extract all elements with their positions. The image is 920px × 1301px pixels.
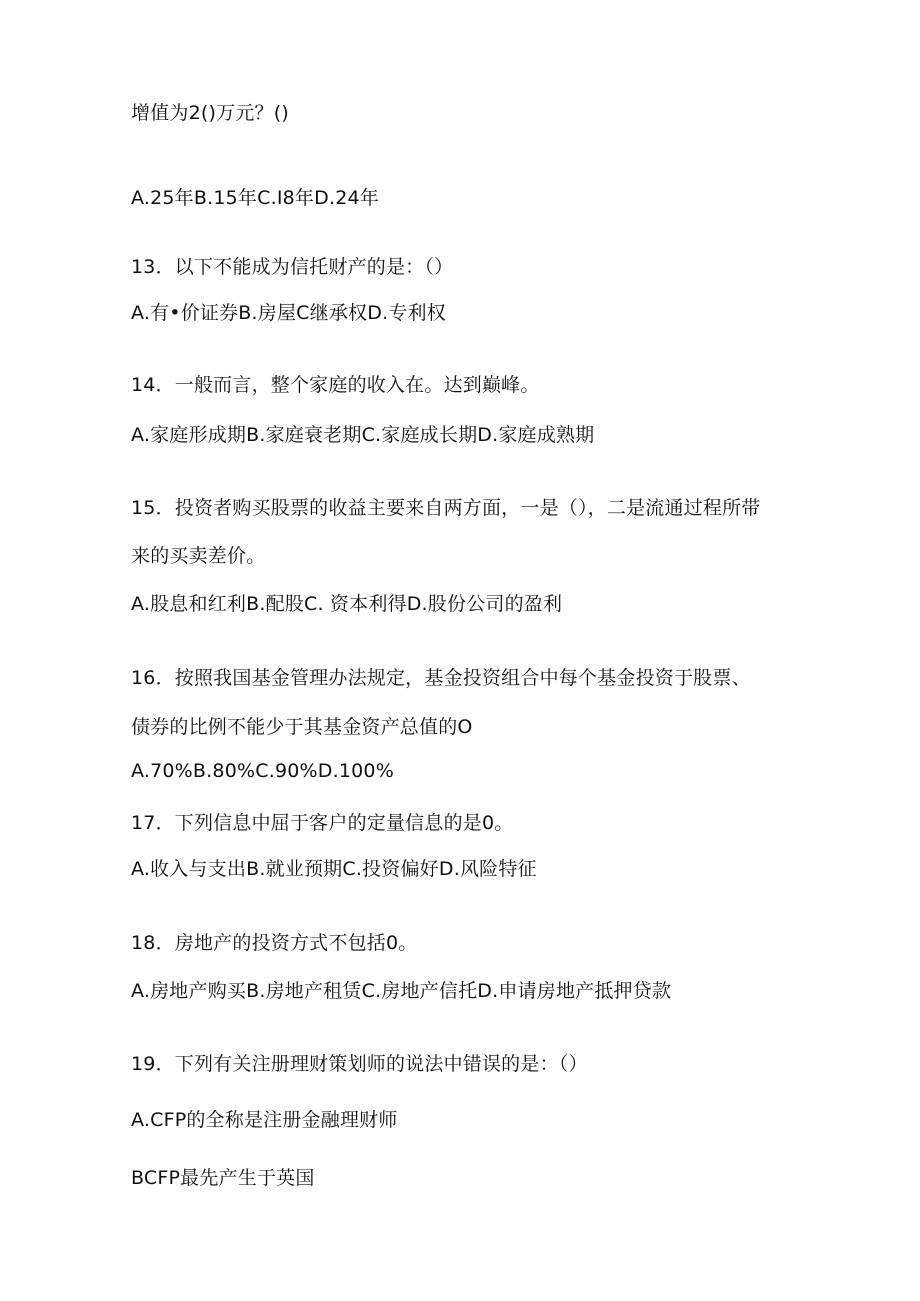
question-19-stem: 19．下列有关注册理财策划师的说法中错误的是：（）	[131, 1053, 588, 1075]
question-17-stem: 17．下列信息中屈于客户的定量信息的是0。	[131, 812, 514, 834]
question-13-stem: 13．以下不能成为信托财产的是：（）	[131, 256, 454, 278]
question-16-options: A.70%B.80%C.90%D.100%	[131, 760, 394, 782]
question-19-option-b: BCFP最先产生于英国	[131, 1167, 315, 1189]
question-18-options: A.房地产购买B.房地产租赁C.房地产信托D.申请房地产抵押贷款	[131, 980, 672, 1002]
question-13-options: A.有•价证券B.房屋C继承权D.专利权	[131, 302, 446, 324]
question-14-stem: 14．一般而言，整个家庭的收入在。达到巅峰。	[131, 374, 540, 396]
question-16-stem: 16．按照我国基金管理办法规定，基金投资组合中每个基金投资于股票、	[131, 667, 751, 689]
question-19-option-a: A.CFP的全称是注册金融理财师	[131, 1109, 398, 1131]
question-15-options: A.股息和红利B.配股C. 资本利得D.股份公司的盈利	[131, 593, 563, 615]
question-15-stem-continued: 来的买卖差价。	[131, 545, 266, 567]
question-14-options: A.家庭形成期B.家庭衰老期C.家庭成长期D.家庭成熟期	[131, 424, 595, 446]
question-15-stem: 15．投资者购买股票的收益主要来自两方面，一是（），二是流通过程所带	[131, 497, 761, 519]
question-12-stem-end: 增值为2()万元？()	[131, 102, 289, 124]
question-18-stem: 18．房地产的投资方式不包括0。	[131, 932, 418, 954]
question-16-stem-continued: 债券的比例不能少于其基金资产总值的O	[131, 716, 473, 738]
question-17-options: A.收入与支出B.就业预期C.投资偏好D.风险特征	[131, 858, 537, 880]
question-12-options: A.25年B.15年C.I8年D.24年	[131, 187, 379, 209]
